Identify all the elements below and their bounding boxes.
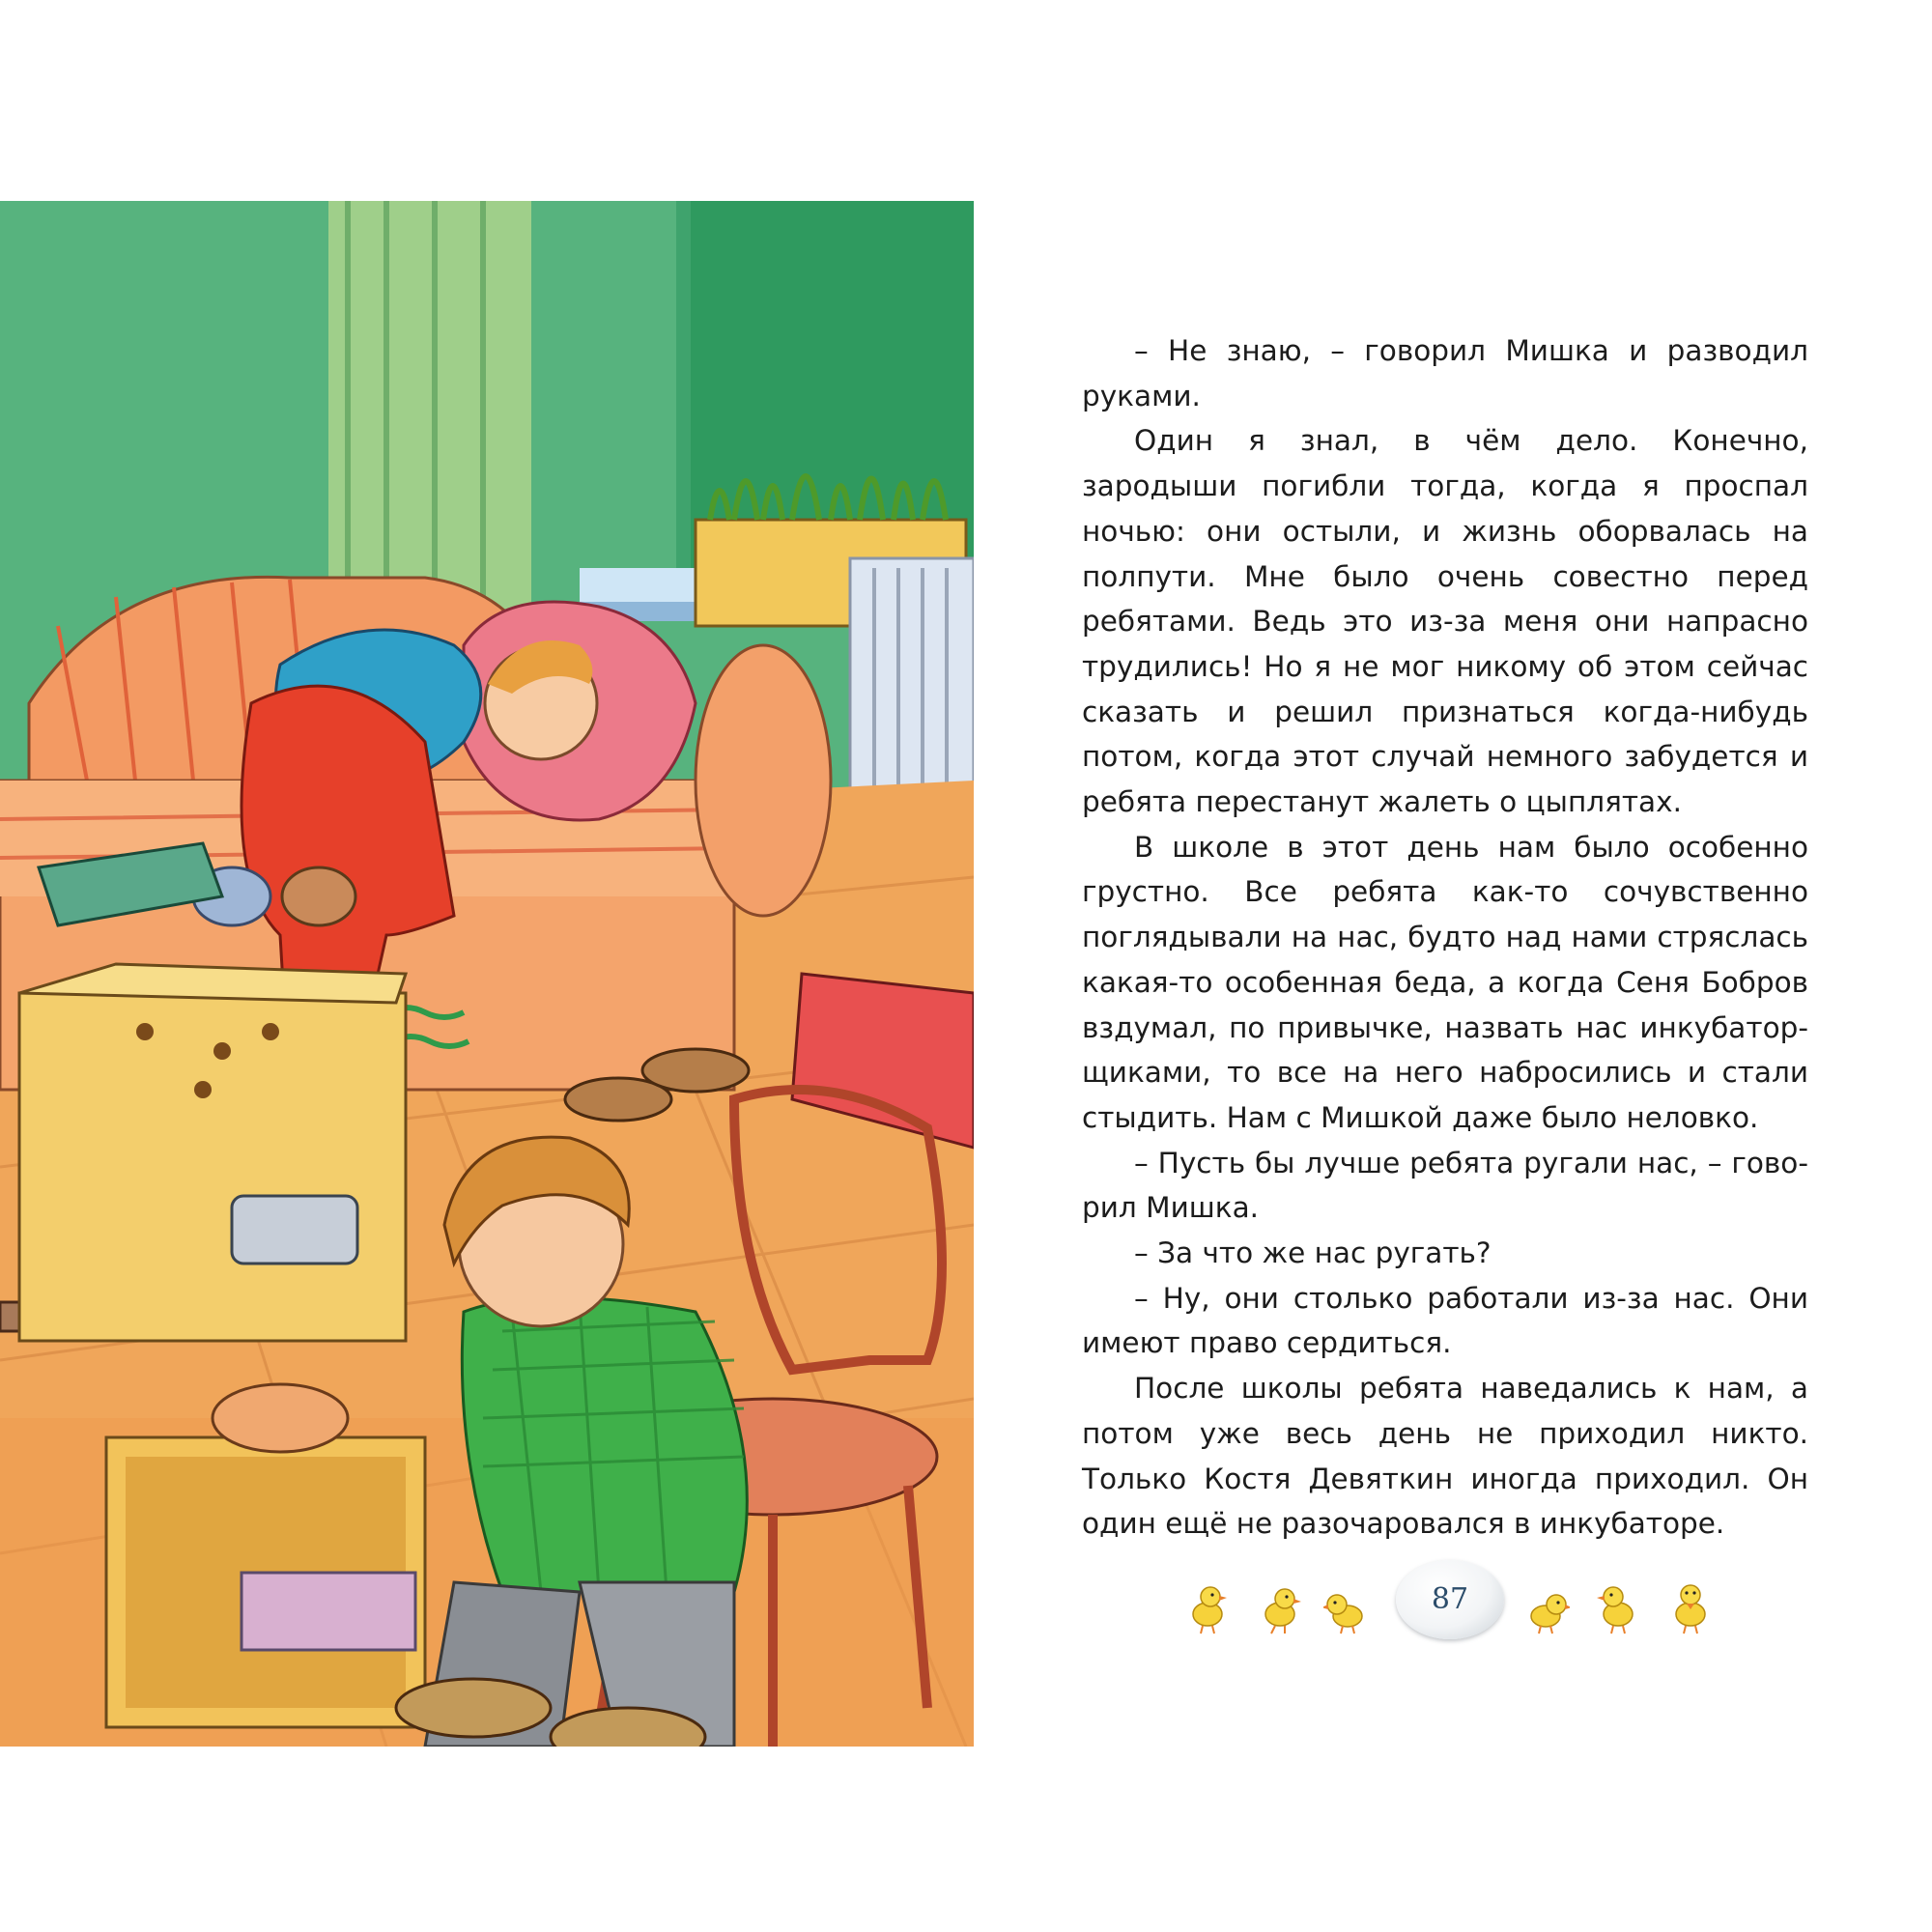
paragraph: – Не знаю, – говорил Мишка и разводил руками.	[1082, 334, 1808, 412]
children-room-illustration-icon	[0, 201, 974, 1747]
chick-icon	[1521, 1577, 1570, 1635]
paragraph: – За что же нас ругать?	[1134, 1236, 1492, 1270]
page-number: 87	[1431, 1582, 1469, 1616]
chick-icon	[1256, 1577, 1304, 1635]
paragraph: После школы ребята наведались к нам, а потом уже весь день не приходил никто. Только Костя Девяткин иногда приходил. Он один ещё не разочаровался в инкубаторе.	[1082, 1372, 1808, 1541]
story-text	[1082, 328, 1808, 1547]
story-illustration	[0, 201, 974, 1747]
page-number-egg	[1396, 1560, 1504, 1639]
paragraph: Один я знал, в чём дело. Конечно, зародыши погибли тогда, когда я проспал ночью: они остыли, и жизнь оборвалась на полпути. Мне было очень совестно перед ребятами. Ведь это из-за меня они напрасно трудились! Но я не мог никому об этом сейчас сказать и решил признаться когда-нибудь потом, когда этот случай немного забудется и ребята перестанут жалеть о цыплятах.	[1082, 424, 1808, 819]
chick-icon	[1183, 1577, 1232, 1635]
chick-icon	[1666, 1577, 1715, 1635]
page-footer	[1179, 1560, 1719, 1657]
paragraph: В школе в этот день нам было особенно грустно. Все ребята как-то сочувственно поглядывали на нас, будто над нами стряслась какая-то особенная беда, а когда Сеня Бобров вздумал, по привычке, назвать нас инкубаторщиками, то все на него набросились и стали стыдить. Нам с Мишкой даже было неловко.	[1082, 830, 1808, 1134]
paragraph: – Пусть бы лучше ребята ругали нас, – говорил Мишка.	[1082, 1146, 1808, 1225]
chick-icon	[1594, 1577, 1642, 1635]
chick-icon	[1323, 1577, 1372, 1635]
paragraph: – Ну, они столько работали из-за нас. Они имеют право сердиться.	[1082, 1281, 1808, 1360]
